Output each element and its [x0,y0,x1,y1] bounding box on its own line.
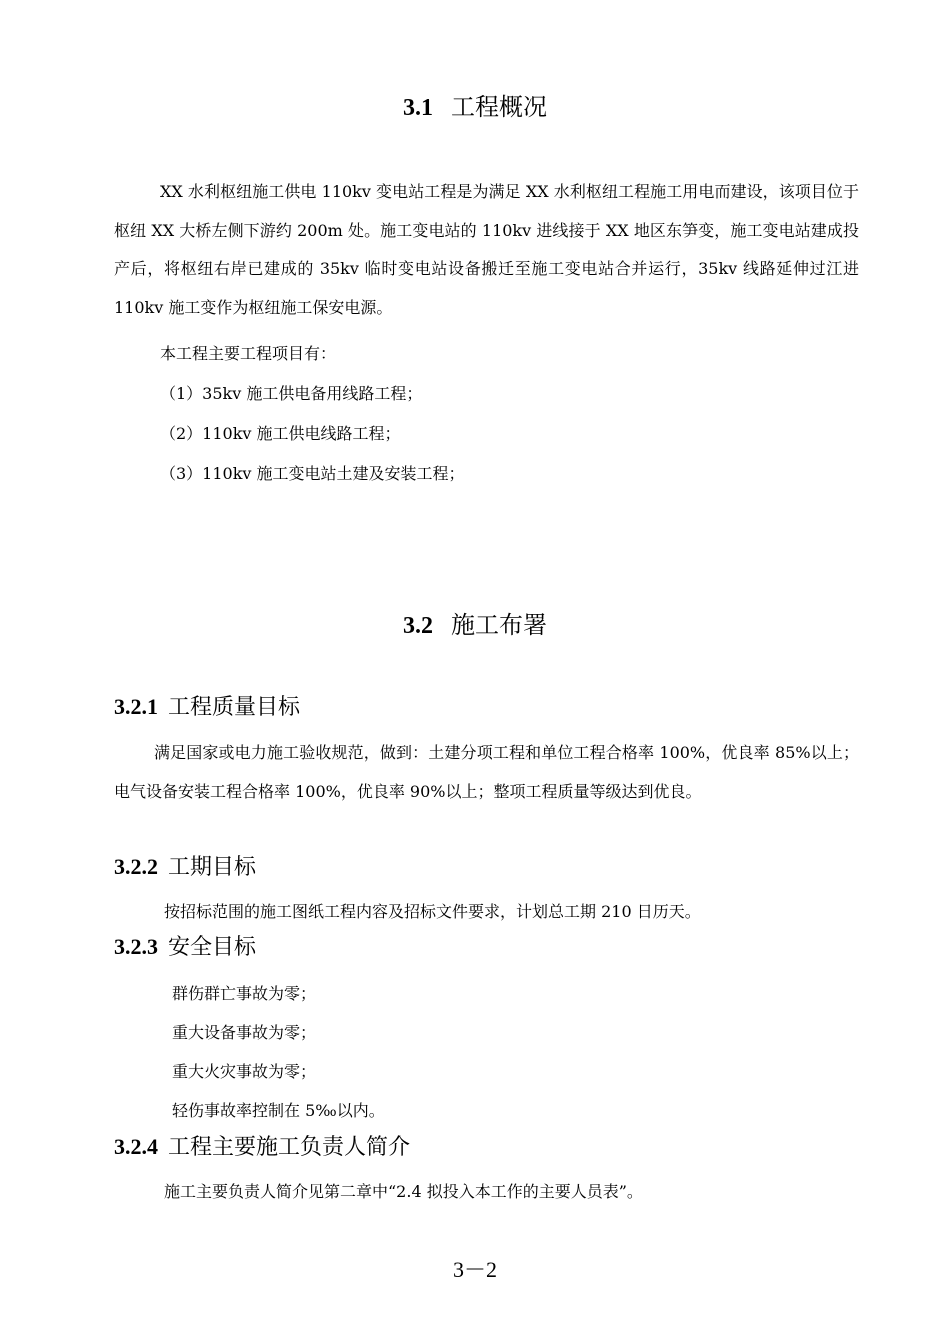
subsection-3-2-4-heading [114,1133,410,1162]
section-3-1-item: （1）35kv 施工供电备用线路工程； [160,384,423,403]
subsection-3-2-2-number: 3.2.2 [114,854,158,879]
section-3-1-number: 3.1 [403,95,433,121]
subsection-3-2-4-text: 施工主要负责人简介见第二章中“2.4 拟投入本工作的主要人员表”。 [164,1182,643,1201]
subsection-3-2-4-title: 工程主要施工负责人简介 [168,1135,411,1160]
section-3-1-item: （2）110kv 施工供电线路工程； [160,424,401,443]
subsection-3-2-1-heading [114,693,300,722]
safety-goal-item: 轻伤事故率控制在 5‰以内。 [172,1101,385,1120]
subsection-3-2-2-text: 按招标范围的施工图纸工程内容及招标文件要求，计划总工期 210 日历天。 [164,902,701,921]
section-3-2-number: 3.2 [403,613,433,639]
subsection-3-2-1-text: 满足国家或电力施工验收规范，做到：土建分项工程和单位工程合格率 100%，优良率 85%以上；电气设备安装工程合格率 100%，优良率 90%以上；整项工程质量等级达到优良。 [114,743,859,801]
subsection-3-2-2-heading [114,853,256,882]
page-number: 3－2 [452,1257,497,1282]
subsection-3-2-3-title: 安全目标 [168,935,257,960]
subsection-3-2-1-number: 3.2.1 [114,694,158,719]
subsection-3-2-4-number: 3.2.4 [114,1134,158,1159]
subsection-3-2-3-heading [114,933,256,962]
safety-goal-item: 重大设备事故为零； [172,1023,317,1042]
subsection-3-2-3-number: 3.2.3 [114,934,158,959]
section-3-2-heading [0,610,950,641]
section-3-2-title: 施工布署 [451,611,547,639]
subsection-3-2-1-title: 工程质量目标 [168,695,301,720]
section-3-1-title: 工程概况 [451,93,547,121]
safety-goal-item: 群伤群亡事故为零； [172,984,317,1003]
subsection-3-2-2-title: 工期目标 [168,855,257,880]
safety-goal-item: 重大火灾事故为零； [172,1062,317,1081]
section-3-1-item: （3）110kv 施工变电站土建及安装工程； [160,464,465,483]
section-3-1-intro: XX 水利枢纽施工供电 110kv 变电站工程是为满足 XX 水利枢纽工程施工用电而建设，该项目位于枢纽 XX 大桥左侧下游约 200m 处。施工变电站的 110kv 进线接于 XX 地区东笋变，施工变电站建成投产后，将枢纽右岸已建成的 35kv 临时变电站设备搬迁至施工变电站合并运行，35kv 线路延伸过江进 110kv 施工变作为枢纽施工保安电源。 [114,182,859,317]
section-3-1-heading [0,92,950,123]
section-3-1-items-heading: 本工程主要工程项目有： [160,344,337,363]
